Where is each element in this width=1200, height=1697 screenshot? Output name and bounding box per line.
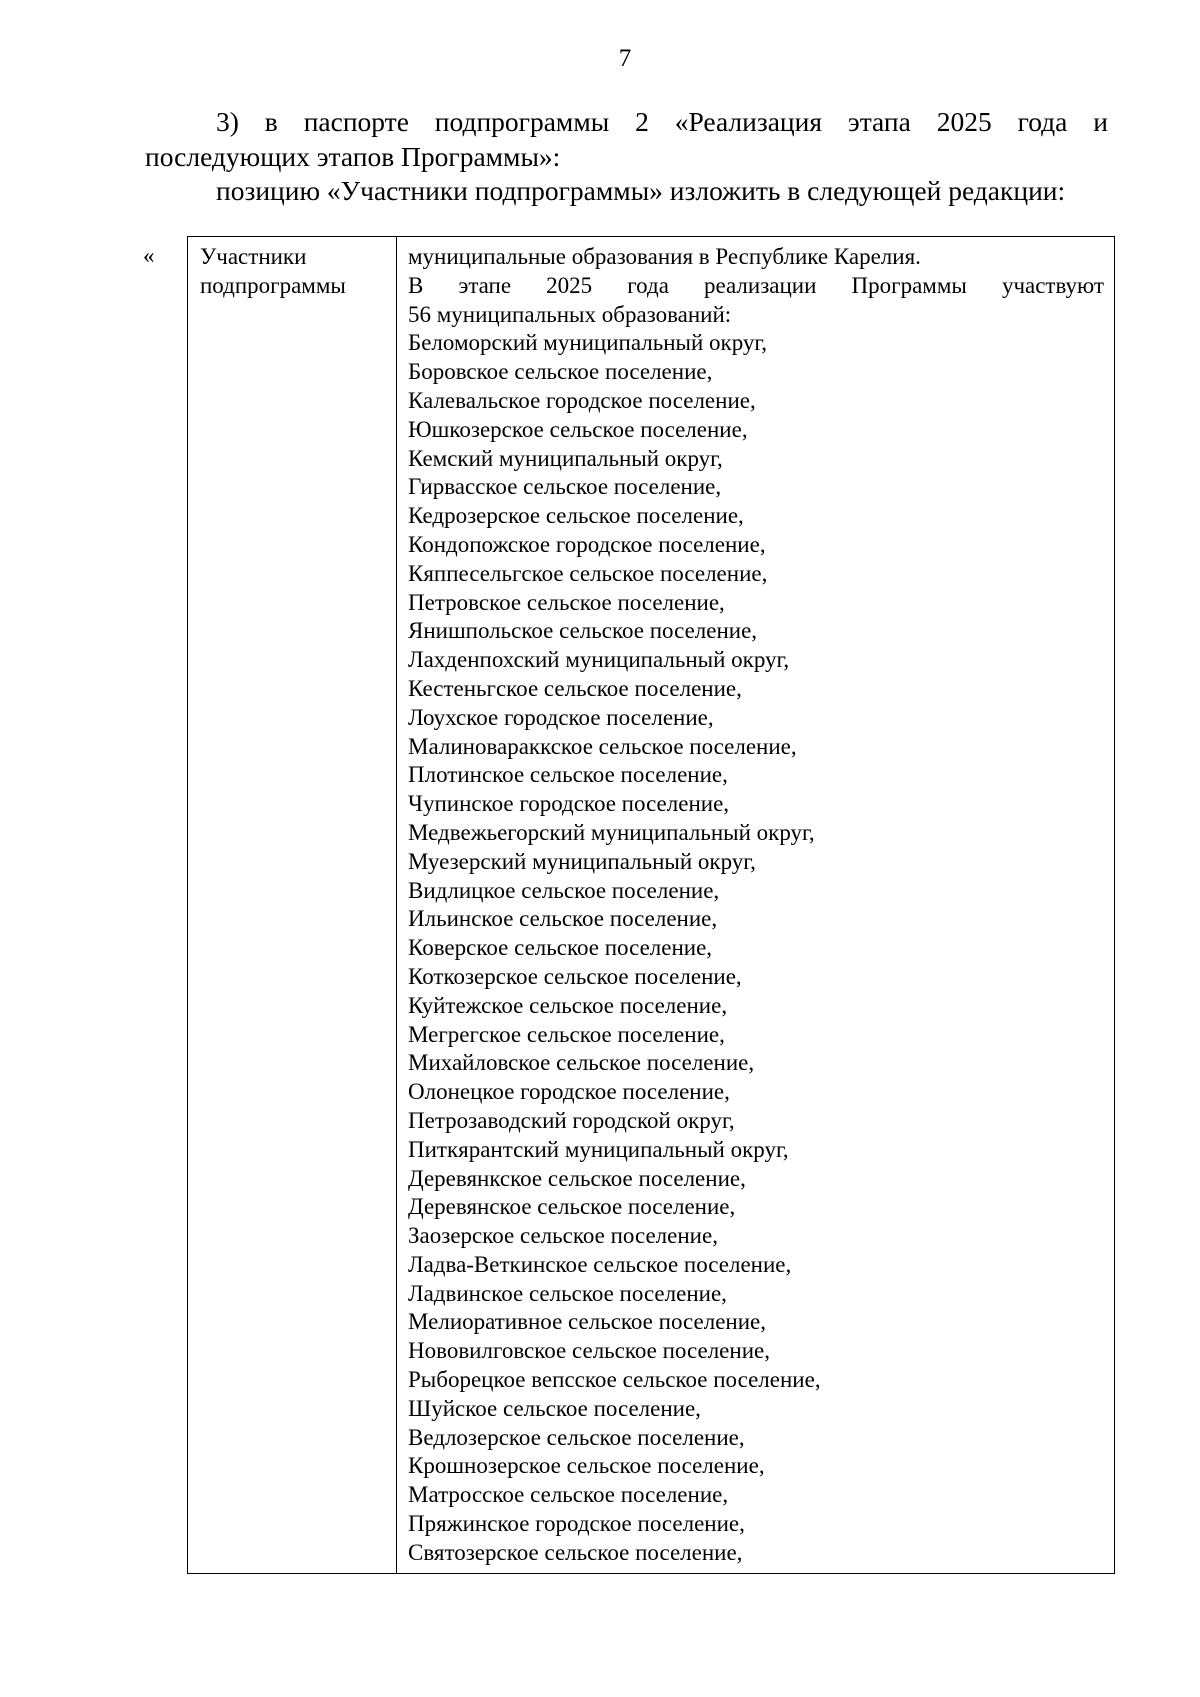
passport-position-table [187,236,1115,1574]
participant-list-item: Петровское сельское поселение, [408,589,725,615]
participant-list-item: Юшкозерское сельское поселение, [408,416,748,442]
participant-list-item: Мегрегское сельское поселение, [408,1021,725,1047]
participant-list-item: Коткозерское сельское поселение, [408,963,742,989]
participant-list-item: Ладва-Веткинское сельское поселение, [408,1251,792,1277]
value-intro-line: муниципальные образования в Республике Карелия. [408,244,921,269]
participant-list-item: Гирвасское сельское поселение, [408,474,722,500]
participant-list-item: Деревянкское сельское поселение, [408,1165,746,1191]
participant-list-item: Рыборецкое вепсское сельское поселение, [408,1367,821,1393]
participant-list-item: Петрозаводский городской округ, [408,1107,735,1133]
participant-list-item: Чупинское городское поселение, [408,791,730,817]
participant-list-item: Святозерское сельское поселение, [408,1539,743,1565]
participant-list-item: Лоухское городское поселение, [408,704,714,730]
participant-list-item: Матросское сельское поселение, [408,1482,729,1508]
participant-list-item: Коверское сельское поселение, [408,935,713,961]
opening-quote-mark: « [143,243,155,268]
position-label-line: подпрограммы [200,272,346,298]
participant-list-item: Мелиоративное сельское поселение, [408,1309,766,1335]
position-label-cell [188,237,397,1574]
page-number: 7 [618,45,632,72]
participant-list-item: Ладвинское сельское поселение, [408,1280,727,1306]
participant-list-item: Кемский муниципальный округ, [408,445,723,471]
participant-list-item: Нововилговское сельское поселение, [408,1338,770,1364]
participant-list-item: Калевальское городское поселение, [408,387,756,413]
participant-list-item: Видлицкое сельское поселение, [408,877,720,903]
participant-list-item: Муезерский муниципальный округ, [408,848,756,874]
participants-list [408,329,1104,1567]
participant-list-item: Боровское сельское поселение, [408,359,713,385]
participant-list-item: Заозерское сельское поселение, [408,1223,718,1249]
participant-list-item: Куйтежское сельское поселение, [408,992,728,1018]
table-row [188,237,1115,1574]
participant-list-item: Кедрозерское сельское поселение, [408,503,744,529]
amendment-item-text: 3) в паспорте подпрограммы 2 «Реализация этапа 2025 года и последующих этапов Программы»: [145,106,1108,172]
participant-list-item: Ильинское сельское поселение, [408,906,718,932]
position-value-cell [397,237,1115,1574]
participant-list-item: Крошнозерское сельское поселение, [408,1453,765,1479]
participant-list-item: Шуйское сельское поселение, [408,1395,701,1421]
participant-list-item: Беломорский муниципальный округ, [408,330,768,356]
participant-list-item: Малиновараккское сельское поселение, [408,733,797,759]
value-stage-line: В этапе 2025 года реализации Программы участвуют [408,272,1104,298]
participant-list-item: Кяппесельгское сельское поселение, [408,560,768,586]
participant-list-item: Лахденпохский муниципальный округ, [408,647,790,673]
participant-list-item: Кестеньгское сельское поселение, [408,675,742,701]
participant-list-item: Питкярантский муниципальный округ, [408,1136,789,1162]
value-count-line: 56 муниципальных образований: [408,301,732,327]
participant-list-item: Медвежьегорский муниципальный округ, [408,819,815,845]
participant-list-item: Деревянское сельское поселение, [408,1194,736,1220]
participant-list-item: Янишпольское сельское поселение, [408,618,758,644]
participant-list-item: Пряжинское городское поселение, [408,1511,745,1537]
participant-list-item: Олонецкое городское поселение, [408,1079,730,1105]
participant-list-item: Плотинское сельское поселение, [408,762,728,788]
amendment-instruction-text: позицию «Участники подпрограммы» изложить в следующей редакции: [216,175,1066,206]
participant-list-item: Михайловское сельское поселение, [408,1050,755,1076]
participant-list-item: Ведлозерское сельское поселение, [408,1424,745,1450]
participant-list-item: Кондопожское городское поселение, [408,531,766,557]
position-label-line: Участники [200,244,307,269]
